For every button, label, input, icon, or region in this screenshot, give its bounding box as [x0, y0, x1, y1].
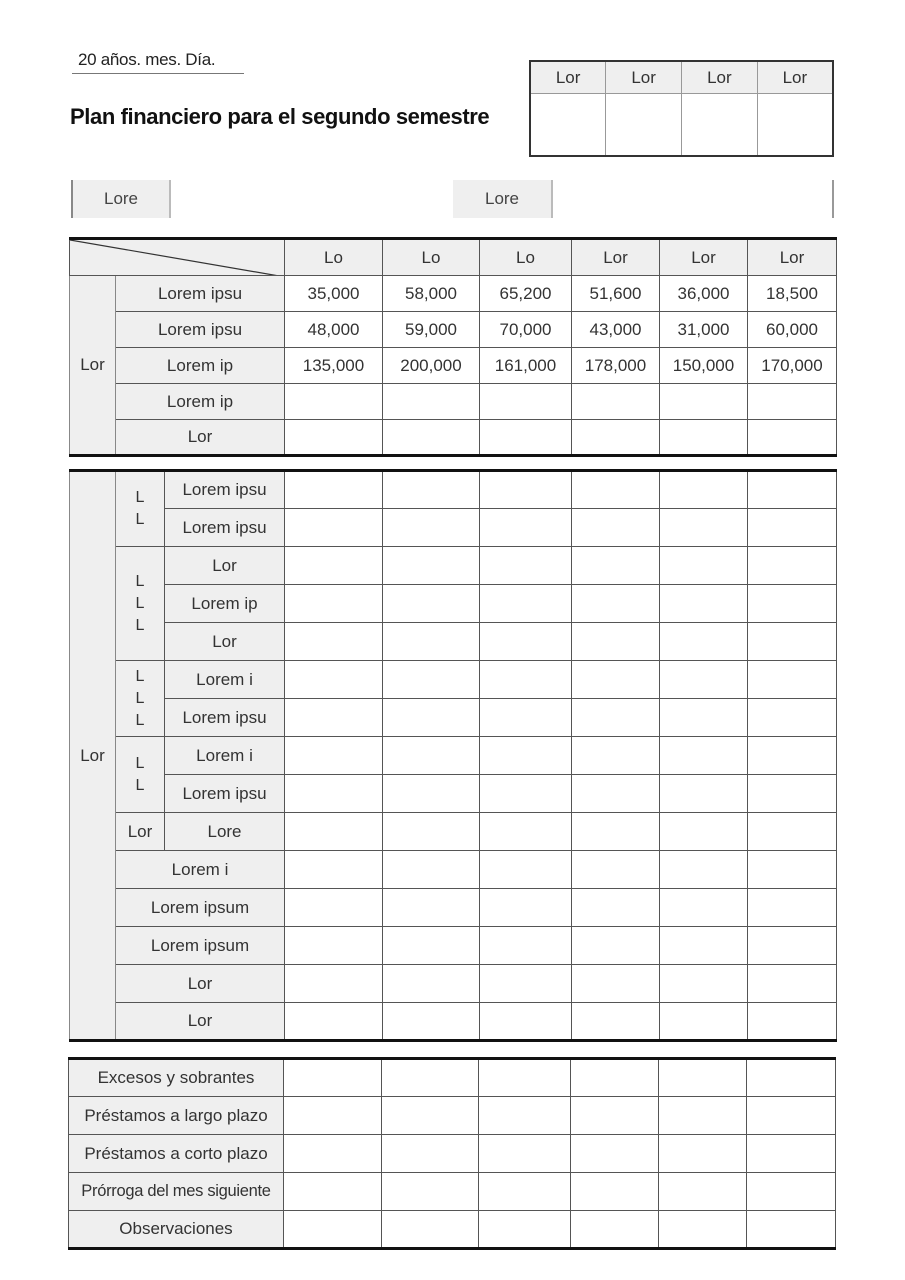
row-label: Lorem ipsum — [116, 927, 285, 965]
value-cell[interactable] — [748, 851, 837, 889]
approval-header: Lor — [606, 61, 682, 94]
value-cell[interactable] — [383, 471, 480, 509]
table-row — [70, 384, 837, 420]
approval-signature-cell[interactable] — [606, 94, 682, 157]
value-cell[interactable] — [285, 699, 383, 737]
value-cell[interactable] — [479, 1097, 571, 1135]
row-label: Lor — [116, 420, 285, 456]
value-cell[interactable] — [747, 1135, 836, 1173]
value-cell[interactable] — [660, 623, 748, 661]
value-cell[interactable] — [285, 851, 383, 889]
row-label: Lorem ipsu — [165, 509, 285, 547]
value-cell[interactable] — [748, 813, 837, 851]
value-cell[interactable] — [285, 775, 383, 813]
value-cell[interactable] — [572, 547, 660, 585]
value-cell[interactable] — [748, 889, 837, 927]
value-cell[interactable] — [571, 1059, 659, 1097]
value-cell[interactable] — [748, 585, 837, 623]
value-cell[interactable] — [572, 1003, 660, 1041]
value-cell[interactable] — [285, 420, 383, 456]
label-center: Lore — [453, 180, 553, 218]
value-cell[interactable] — [571, 1097, 659, 1135]
value-cell[interactable] — [383, 509, 480, 547]
value-cell[interactable] — [479, 1135, 571, 1173]
value-cell[interactable] — [572, 623, 660, 661]
value-cell[interactable] — [572, 420, 660, 456]
row-label: Lorem i — [165, 661, 285, 699]
value-cell[interactable] — [747, 1059, 836, 1097]
label-left: Lore — [71, 180, 171, 218]
value-cell[interactable] — [480, 851, 572, 889]
approval-header: Lor — [757, 61, 833, 94]
row-label: Lorem ipsu — [165, 699, 285, 737]
value-cell[interactable] — [382, 1173, 479, 1211]
value-cell[interactable] — [571, 1135, 659, 1173]
value-cell[interactable]: 18,500 — [748, 276, 837, 312]
value-cell[interactable] — [285, 384, 383, 420]
value-cell[interactable] — [660, 661, 748, 699]
value-cell[interactable] — [383, 889, 480, 927]
value-cell[interactable] — [660, 384, 748, 420]
value-cell[interactable] — [572, 737, 660, 775]
value-cell[interactable]: 43,000 — [572, 312, 660, 348]
value-cell[interactable] — [284, 1211, 382, 1249]
value-cell[interactable] — [285, 585, 383, 623]
label-bar-divider — [832, 180, 834, 218]
value-cell[interactable] — [747, 1211, 836, 1249]
value-cell[interactable] — [659, 1097, 747, 1135]
value-cell[interactable] — [572, 661, 660, 699]
value-cell[interactable] — [659, 1135, 747, 1173]
row-label: Lor — [116, 1003, 285, 1041]
value-cell[interactable] — [659, 1059, 747, 1097]
value-cell[interactable] — [285, 927, 383, 965]
value-cell[interactable] — [660, 965, 748, 1003]
value-cell[interactable] — [748, 509, 837, 547]
value-cell[interactable] — [660, 813, 748, 851]
approval-box — [529, 60, 834, 157]
column-header: Lor — [748, 239, 837, 276]
value-cell[interactable] — [659, 1173, 747, 1211]
value-cell[interactable] — [572, 585, 660, 623]
row-label: Préstamos a corto plazo — [69, 1135, 284, 1173]
value-cell[interactable] — [748, 775, 837, 813]
value-cell[interactable] — [480, 661, 572, 699]
group-label: Lor — [70, 471, 116, 1041]
row-label: Excesos y sobrantes — [69, 1059, 284, 1097]
value-cell[interactable] — [748, 927, 837, 965]
value-cell[interactable] — [747, 1173, 836, 1211]
value-cell[interactable] — [748, 661, 837, 699]
value-cell[interactable] — [285, 813, 383, 851]
value-cell[interactable]: 31,000 — [660, 312, 748, 348]
income-table — [69, 237, 837, 457]
value-cell[interactable] — [748, 737, 837, 775]
value-cell[interactable]: 178,000 — [572, 348, 660, 384]
value-cell[interactable]: 51,600 — [572, 276, 660, 312]
value-cell[interactable] — [479, 1211, 571, 1249]
value-cell[interactable] — [480, 384, 572, 420]
group-label: Lor — [70, 276, 116, 456]
row-label: Lorem ipsu — [165, 471, 285, 509]
value-cell[interactable] — [284, 1173, 382, 1211]
row-label: Lore — [165, 813, 285, 851]
value-cell[interactable] — [480, 775, 572, 813]
value-cell[interactable] — [572, 813, 660, 851]
row-label: Lorem i — [165, 737, 285, 775]
page-title: Plan financiero para el segundo semestre — [70, 104, 490, 129]
subgroup-label: L L L — [116, 661, 165, 737]
value-cell[interactable] — [383, 623, 480, 661]
value-cell[interactable] — [285, 547, 383, 585]
value-cell[interactable]: 200,000 — [383, 348, 480, 384]
value-cell[interactable] — [748, 965, 837, 1003]
row-label: Lorem ipsu — [116, 312, 285, 348]
column-header: Lo — [285, 239, 383, 276]
row-label: Lorem ipsu — [116, 276, 285, 312]
value-cell[interactable] — [660, 509, 748, 547]
financing-table — [68, 1057, 836, 1250]
table-row — [70, 420, 837, 456]
value-cell[interactable] — [383, 851, 480, 889]
value-cell[interactable] — [748, 1003, 837, 1041]
table-row — [70, 348, 837, 384]
row-label: Lorem ipsu — [165, 775, 285, 813]
value-cell[interactable] — [383, 1003, 480, 1041]
approval-signature-cell[interactable] — [757, 94, 833, 157]
value-cell[interactable] — [383, 699, 480, 737]
value-cell[interactable] — [285, 623, 383, 661]
value-cell[interactable] — [480, 623, 572, 661]
value-cell[interactable] — [748, 384, 837, 420]
value-cell[interactable] — [480, 965, 572, 1003]
value-cell[interactable] — [748, 471, 837, 509]
value-cell[interactable] — [383, 661, 480, 699]
diagonal-header-cell — [70, 239, 285, 276]
value-cell[interactable] — [571, 1173, 659, 1211]
approval-header: Lor — [530, 61, 606, 94]
value-cell[interactable] — [572, 775, 660, 813]
value-cell[interactable] — [572, 889, 660, 927]
row-label: Préstamos a largo plazo — [69, 1097, 284, 1135]
value-cell[interactable] — [572, 927, 660, 965]
row-label: Lorem ip — [165, 585, 285, 623]
value-cell[interactable] — [383, 384, 480, 420]
value-cell[interactable] — [285, 737, 383, 775]
value-cell[interactable] — [572, 699, 660, 737]
value-cell[interactable] — [660, 471, 748, 509]
value-cell[interactable] — [748, 699, 837, 737]
value-cell[interactable] — [748, 547, 837, 585]
value-cell[interactable] — [284, 1135, 382, 1173]
value-cell[interactable] — [747, 1097, 836, 1135]
value-cell[interactable] — [285, 661, 383, 699]
value-cell[interactable] — [479, 1059, 571, 1097]
column-header: Lo — [480, 239, 572, 276]
value-cell[interactable] — [572, 509, 660, 547]
value-cell[interactable] — [383, 813, 480, 851]
row-label: Lor — [116, 965, 285, 1003]
value-cell[interactable] — [660, 699, 748, 737]
date-field[interactable] — [72, 50, 244, 74]
value-cell[interactable] — [480, 737, 572, 775]
column-header: Lo — [383, 239, 480, 276]
table-row — [70, 276, 837, 312]
value-cell[interactable] — [660, 585, 748, 623]
value-cell[interactable] — [480, 547, 572, 585]
row-label: Lor — [165, 623, 285, 661]
diagonal-line-icon — [70, 240, 285, 276]
value-cell[interactable]: 150,000 — [660, 348, 748, 384]
value-cell[interactable]: 59,000 — [383, 312, 480, 348]
row-label: Lor — [165, 547, 285, 585]
date-label: 20 años. mes. Día. — [78, 50, 216, 69]
value-cell[interactable] — [572, 965, 660, 1003]
expense-table — [69, 469, 837, 1042]
value-cell[interactable] — [660, 889, 748, 927]
value-cell[interactable] — [748, 420, 837, 456]
approval-header: Lor — [682, 61, 758, 94]
value-cell[interactable] — [572, 851, 660, 889]
subgroup-label: L L — [116, 471, 165, 547]
row-label: Lorem ip — [116, 348, 285, 384]
value-cell[interactable] — [285, 965, 383, 1003]
value-cell[interactable] — [748, 623, 837, 661]
value-cell[interactable]: 48,000 — [285, 312, 383, 348]
row-label: Observaciones — [69, 1211, 284, 1249]
value-cell[interactable] — [660, 851, 748, 889]
value-cell[interactable] — [383, 927, 480, 965]
value-cell[interactable] — [660, 1003, 748, 1041]
value-cell[interactable] — [480, 471, 572, 509]
row-label: Prórroga del mes siguiente — [69, 1173, 284, 1211]
value-cell[interactable] — [480, 1003, 572, 1041]
value-cell[interactable] — [285, 471, 383, 509]
value-cell[interactable] — [660, 927, 748, 965]
value-cell[interactable] — [285, 509, 383, 547]
value-cell[interactable] — [383, 775, 480, 813]
value-cell[interactable] — [382, 1097, 479, 1135]
value-cell[interactable]: 65,200 — [480, 276, 572, 312]
value-cell[interactable] — [480, 509, 572, 547]
value-cell[interactable] — [383, 737, 480, 775]
value-cell[interactable] — [382, 1211, 479, 1249]
value-cell[interactable]: 58,000 — [383, 276, 480, 312]
value-cell[interactable] — [480, 585, 572, 623]
value-cell[interactable] — [659, 1211, 747, 1249]
value-cell[interactable] — [660, 737, 748, 775]
value-cell[interactable] — [382, 1059, 479, 1097]
value-cell[interactable] — [480, 420, 572, 456]
value-cell[interactable] — [660, 420, 748, 456]
value-cell[interactable]: 135,000 — [285, 348, 383, 384]
value-cell[interactable] — [285, 889, 383, 927]
value-cell[interactable]: 70,000 — [480, 312, 572, 348]
value-cell[interactable]: 36,000 — [660, 276, 748, 312]
value-cell[interactable] — [285, 1003, 383, 1041]
value-cell[interactable] — [480, 699, 572, 737]
value-cell[interactable] — [571, 1211, 659, 1249]
value-cell[interactable] — [479, 1173, 571, 1211]
table-row — [70, 312, 837, 348]
value-cell[interactable] — [572, 471, 660, 509]
value-cell[interactable] — [383, 965, 480, 1003]
row-label: Lorem ip — [116, 384, 285, 420]
value-cell[interactable] — [480, 889, 572, 927]
subgroup-label: Lor — [116, 813, 165, 851]
row-label: Lorem i — [116, 851, 285, 889]
value-cell[interactable]: 60,000 — [748, 312, 837, 348]
value-cell[interactable] — [480, 813, 572, 851]
column-header: Lor — [660, 239, 748, 276]
value-cell[interactable] — [660, 547, 748, 585]
value-cell[interactable]: 161,000 — [480, 348, 572, 384]
approval-signature-cell[interactable] — [682, 94, 758, 157]
value-cell[interactable] — [284, 1059, 382, 1097]
value-cell[interactable] — [480, 927, 572, 965]
value-cell[interactable] — [284, 1097, 382, 1135]
value-cell[interactable] — [383, 547, 480, 585]
value-cell[interactable] — [660, 775, 748, 813]
value-cell[interactable]: 35,000 — [285, 276, 383, 312]
value-cell[interactable]: 170,000 — [748, 348, 837, 384]
row-label: Lorem ipsum — [116, 889, 285, 927]
value-cell[interactable] — [383, 420, 480, 456]
subgroup-label: L L — [116, 737, 165, 813]
value-cell[interactable] — [383, 585, 480, 623]
value-cell[interactable] — [572, 384, 660, 420]
approval-signature-cell[interactable] — [530, 94, 606, 157]
subgroup-label: L L L — [116, 547, 165, 661]
value-cell[interactable] — [382, 1135, 479, 1173]
column-header: Lor — [572, 239, 660, 276]
